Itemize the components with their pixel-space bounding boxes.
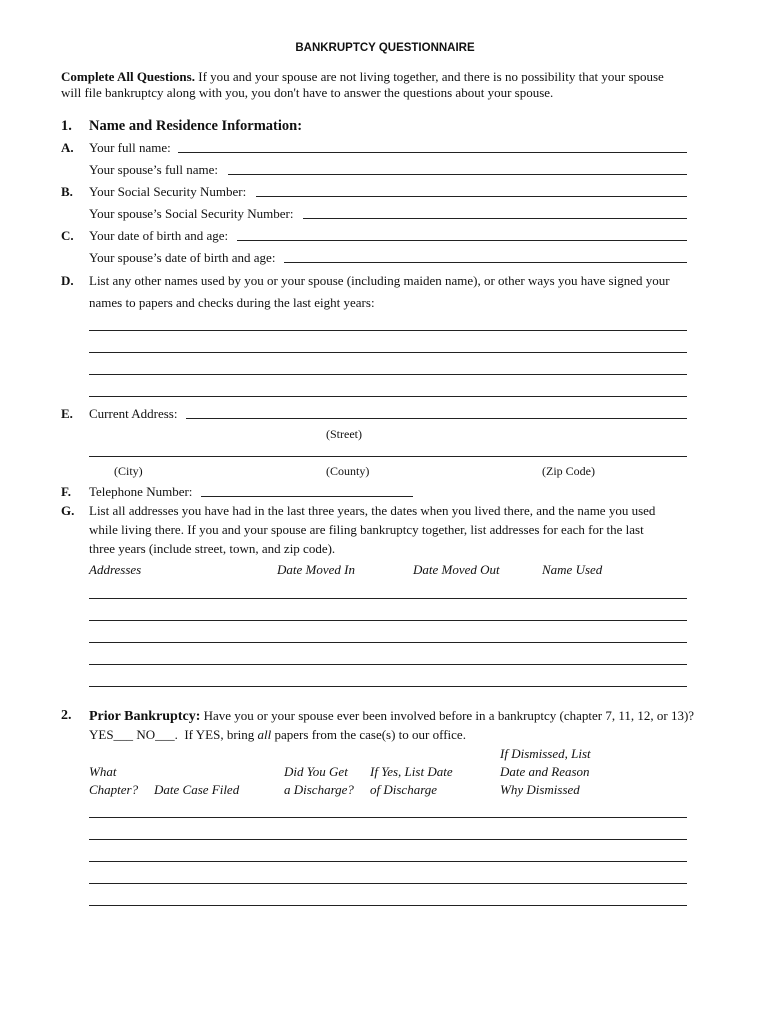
if-yes-text-b: papers from the case(s) to our office. [274,727,466,742]
spouse-name-label: Your spouse’s full name: [89,162,219,177]
prior-bankruptcy-row-4[interactable] [89,883,687,884]
page-title: BANKRUPTCY QUESTIONNAIRE [295,42,475,54]
col-what: What [89,764,117,779]
col-discharge-line-1: Did You Get [284,764,348,779]
col-chapter: Chapter? [89,782,139,797]
intro-line-1 [61,69,664,85]
column-addresses: Addresses [89,562,142,577]
telephone-field[interactable] [201,496,413,497]
item-e-letter: E. [61,406,73,421]
col-dismissed-line-3: Why Dismissed [500,782,580,797]
prior-bankruptcy-row-5[interactable] [89,905,687,906]
city-county-zip-field[interactable] [89,456,687,457]
ssn-field[interactable] [256,196,687,197]
item-d-letter: D. [61,273,74,288]
city-caption: (City) [114,464,143,478]
address-history-row-2[interactable] [89,620,687,621]
item-c-letter: C. [61,228,74,243]
column-name-used: Name Used [542,562,603,577]
dob-label: Your date of birth and age: [89,228,229,243]
prior-bankruptcy-row-2[interactable] [89,839,687,840]
section1-heading: Name and Residence Information: [89,118,303,134]
addresses-instructions-line-3: three years (include street, town, and zip code). [89,541,336,556]
col-ifyes-line-1: If Yes, List Date [370,764,453,779]
item-b-letter: B. [61,184,73,199]
other-names-field-4[interactable] [89,396,687,397]
col-dismissed-line-2: Date and Reason [500,764,590,779]
intro-line-2: will file bankruptcy along with you, you don't have to answer the questions about your spouse. [61,85,554,100]
dob-field[interactable] [237,240,687,241]
prior-bankruptcy-row-1[interactable] [89,817,687,818]
spouse-name-field[interactable] [228,174,687,175]
address-history-row-4[interactable] [89,664,687,665]
section2-heading: Prior Bankruptcy: [89,709,201,724]
column-date-moved-in: Date Moved In [277,562,355,577]
address-history-row-3[interactable] [89,642,687,643]
item-a-letter: A. [61,140,74,155]
spouse-ssn-label: Your spouse’s Social Security Number: [89,206,294,221]
ssn-label: Your Social Security Number: [89,184,247,199]
street-caption: (Street) [326,427,362,441]
other-names-line-1: List any other names used by you or your spouse (including maiden name), or other ways you have signed your [89,273,670,288]
intro-bold-lead: Complete All Questions. [61,69,195,84]
zip-caption: (Zip Code) [542,464,595,478]
yes-blank[interactable]: YES___ [89,727,134,742]
col-dismissed-line-1: If Dismissed, List [500,746,591,761]
spouse-ssn-field[interactable] [303,218,687,219]
section1-number: 1. [61,118,72,134]
other-names-line-2: names to papers and checks during the last eight years: [89,295,375,310]
telephone-label: Telephone Number: [89,484,193,499]
item-f-letter: F. [61,484,71,499]
spouse-dob-field[interactable] [284,262,687,263]
item-g-letter: G. [61,503,75,518]
if-yes-emphasis: all [257,727,272,742]
prior-bankruptcy-question [89,708,694,725]
if-yes-text-a: If YES, bring [184,727,255,742]
col-ifyes-line-2: of Discharge [370,782,438,797]
other-names-field-1[interactable] [89,330,687,331]
address-history-row-5[interactable] [89,686,687,687]
column-date-moved-out: Date Moved Out [413,562,500,577]
prior-bankruptcy-answer-line [89,727,466,743]
address-label: Current Address: [89,406,178,421]
intro-line-1-text: If you and your spouse are not living together, and there is no possibility that your spouse [198,69,664,84]
street-field[interactable] [186,418,687,419]
no-blank[interactable]: NO___. [136,727,178,742]
prior-bankruptcy-row-3[interactable] [89,861,687,862]
spouse-dob-label: Your spouse’s date of birth and age: [89,250,276,265]
full-name-label: Your full name: [89,140,171,155]
addresses-instructions-line-2: while living there. If you and your spouse are filing bankruptcy together, list addresses for each for the last [89,522,644,537]
col-date-filed: Date Case Filed [154,782,240,797]
address-history-row-1[interactable] [89,598,687,599]
county-caption: (County) [326,464,370,478]
other-names-field-2[interactable] [89,352,687,353]
other-names-field-3[interactable] [89,374,687,375]
prior-bankruptcy-question-text: Have you or your spouse ever been involved before in a bankruptcy (chapter 7, 11, 12, or 13)? [203,708,695,723]
full-name-field[interactable] [178,152,687,153]
col-discharge-line-2: a Discharge? [284,782,354,797]
addresses-instructions-line-1: List all addresses you have had in the last three years, the dates when you lived there, and the name you used [89,503,656,518]
section2-number: 2. [61,708,72,723]
